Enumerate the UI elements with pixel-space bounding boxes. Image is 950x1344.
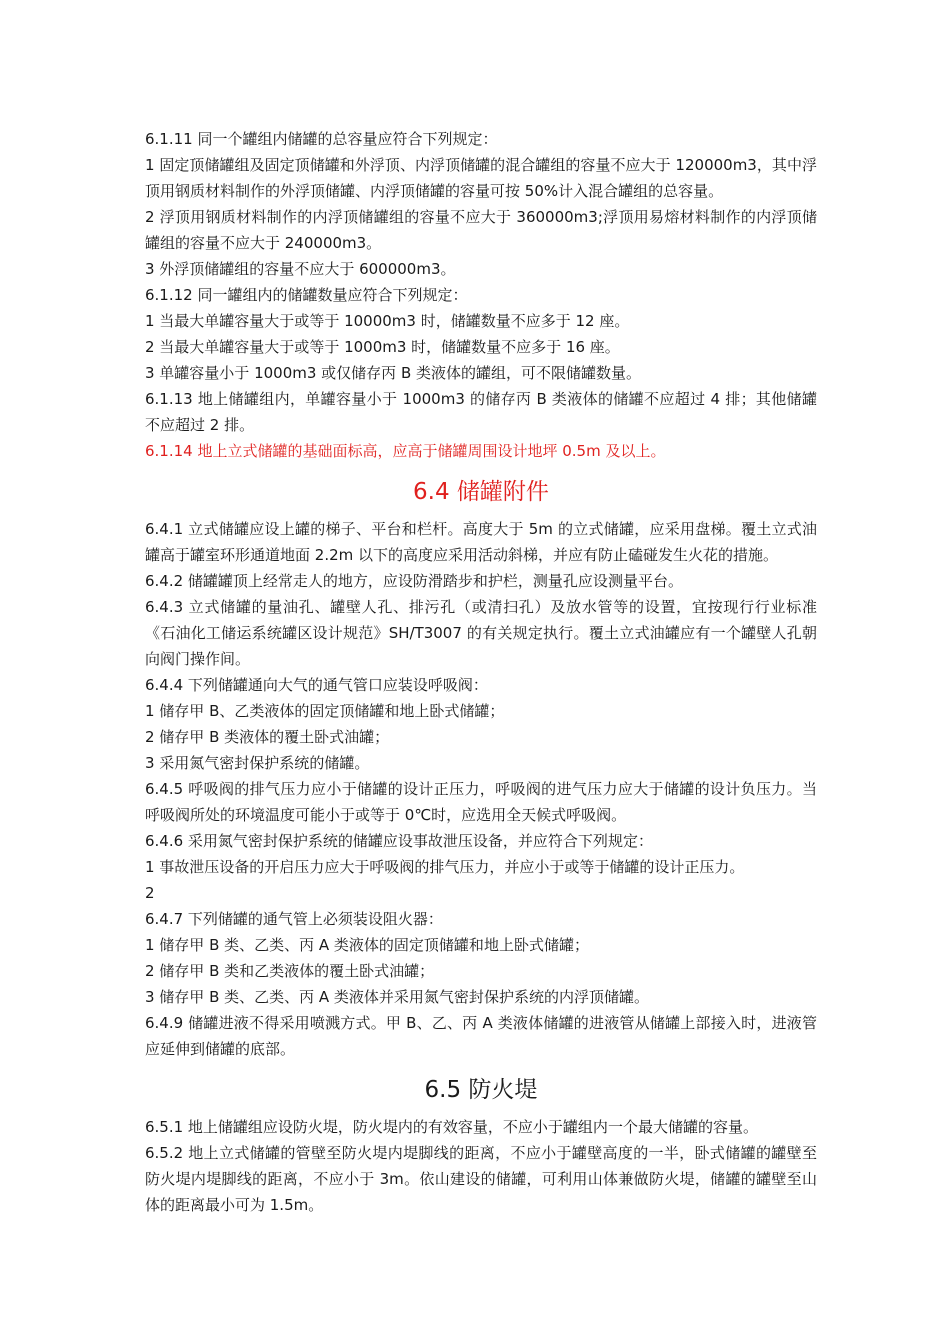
clause-6-4-7-item-2: 2 储存甲 B 类和乙类液体的覆土卧式油罐； (145, 962, 435, 980)
clause-6-5-1: 6.5.1 地上储罐组应设防火堤，防火堤内的有效容量，不应小于罐组内一个最大储罐的容量。 (145, 1118, 758, 1136)
clause-6-4-6-item-2: 2 (145, 884, 155, 902)
clause-6-1-12-item-2: 2 当最大单罐容量大于或等于 1000m3 时，储罐数量不应多于 16 座。 (145, 338, 620, 356)
section-heading-6-4: 6.4 储罐附件 (413, 479, 549, 505)
clause-6-4-3: 6.4.3 立式储罐的量油孔、罐壁人孔、排污孔（或清扫孔）及放水管等的设置，宜按现行行业标准《石油化工储运系统罐区设计规范》SH/T3007 的有关规定执行。覆土立式油罐应有一个罐壁人孔朝向阀门操作间。 (145, 598, 817, 668)
clause-6-1-12-item-1: 1 当最大单罐容量大于或等于 10000m3 时，储罐数量不应多于 12 座。 (145, 312, 630, 330)
section-heading-6-5: 6.5 防火堤 (424, 1077, 538, 1103)
clause-6-5-2: 6.5.2 地上立式储罐的管壁至防火堤内堤脚线的距离，不应小于罐壁高度的一半，卧式储罐的罐壁至防火堤内堤脚线的距离，不应小于 3m。依山建设的储罐，可利用山体兼做防火堤，储罐的罐壁至山体的距离最小可为 1.5m。 (145, 1144, 817, 1214)
clause-6-4-4-item-2: 2 储存甲 B 类液体的覆土卧式油罐； (145, 728, 390, 746)
clause-6-4-7-item-1: 1 储存甲 B 类、乙类、丙 A 类液体的固定顶储罐和地上卧式储罐； (145, 936, 589, 954)
clause-6-4-4-item-1: 1 储存甲 B、乙类液体的固定顶储罐和地上卧式储罐； (145, 702, 505, 720)
clause-6-4-4-item-3: 3 采用氮气密封保护系统的储罐。 (145, 754, 370, 772)
clause-6-1-13: 6.1.13 地上储罐组内，单罐容量小于 1000m3 的储存丙 B 类液体的储罐不应超过 4 排；其他储罐不应超过 2 排。 (145, 390, 817, 434)
clause-6-1-11-item-1: 1 固定顶储罐组及固定顶储罐和外浮顶、内浮顶储罐的混合罐组的容量不应大于 120000m3，其中浮顶用钢质材料制作的外浮顶储罐、内浮顶储罐的容量可按 50%计入混合罐组的总容量。 (145, 156, 817, 200)
clause-6-1-12-item-3: 3 单罐容量小于 1000m3 或仅储存丙 B 类液体的罐组，可不限储罐数量。 (145, 364, 642, 382)
clause-6-1-14: 6.1.14 地上立式储罐的基础面标高，应高于储罐周围设计地坪 0.5m 及以上。 (145, 442, 666, 460)
clause-6-4-4: 6.4.4 下列储罐通向大气的通气管口应装设呼吸阀： (145, 676, 488, 694)
clause-6-4-7-item-3: 3 储存甲 B 类、乙类、丙 A 类液体并采用氮气密封保护系统的内浮顶储罐。 (145, 988, 649, 1006)
clause-6-1-11-item-2: 2 浮顶用钢质材料制作的内浮顶储罐组的容量不应大于 360000m3;浮顶用易熔材料制作的内浮顶储罐组的容量不应大于 240000m3。 (145, 208, 817, 252)
clause-6-4-2: 6.4.2 储罐罐顶上经常走人的地方，应设防滑踏步和护栏，测量孔应设测量平台。 (145, 572, 683, 590)
clause-6-1-11: 6.1.11 同一个罐组内储罐的总容量应符合下列规定： (145, 130, 498, 148)
clause-6-4-5: 6.4.5 呼吸阀的排气压力应小于储罐的设计正压力，呼吸阀的进气压力应大于储罐的设计负压力。当呼吸阀所处的环境温度可能小于或等于 0℃时，应选用全天候式呼吸阀。 (145, 780, 817, 824)
clause-6-1-11-item-3: 3 外浮顶储罐组的容量不应大于 600000m3。 (145, 260, 456, 278)
clause-6-4-7: 6.4.7 下列储罐的通气管上必须装设阻火器： (145, 910, 443, 928)
clause-6-4-6: 6.4.6 采用氮气密封保护系统的储罐应设事故泄压设备，并应符合下列规定： (145, 832, 653, 850)
clause-6-4-1: 6.4.1 立式储罐应设上罐的梯子、平台和栏杆。高度大于 5m 的立式储罐，应采用盘梯。覆土立式油罐高于罐室环形通道地面 2.2m 以下的高度应采用活动斜梯，并应有防止磕碰发生火花的措施。 (145, 520, 817, 564)
clause-6-1-12: 6.1.12 同一罐组内的储罐数量应符合下列规定： (145, 286, 468, 304)
document-body (145, 126, 817, 1218)
clause-6-4-6-item-1: 1 事故泄压设备的开启压力应大于呼吸阀的排气压力，并应小于或等于储罐的设计正压力。 (145, 858, 745, 876)
clause-6-4-9: 6.4.9 储罐进液不得采用喷溅方式。甲 B、乙、丙 A 类液体储罐的进液管从储罐上部接入时，进液管应延伸到储罐的底部。 (145, 1014, 817, 1058)
